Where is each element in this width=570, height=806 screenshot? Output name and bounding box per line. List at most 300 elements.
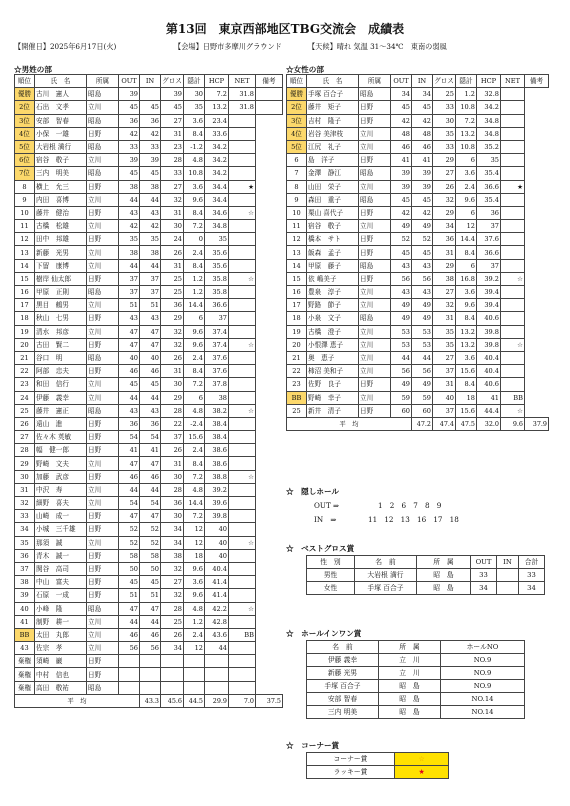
table-cell: 安部 智春 — [307, 693, 379, 706]
table-row — [15, 589, 283, 602]
out-cell: 38 — [119, 246, 140, 259]
name-cell: 岩谷 美津枝 — [307, 127, 359, 140]
gross-cell: 31 — [161, 127, 184, 140]
average-value: 47.5 — [456, 417, 477, 430]
average-value: 44.5 — [184, 694, 205, 707]
net-cell — [229, 154, 256, 167]
net-cell: 31.8 — [229, 101, 256, 114]
hidden-cell: 10.8 — [184, 167, 205, 180]
table-row — [287, 246, 549, 259]
net-cell — [501, 246, 525, 259]
hidden-cell: 3.6 — [184, 576, 205, 589]
club-cell: 立川 — [87, 259, 119, 272]
name-cell: 藤井 憲正 — [35, 404, 87, 417]
hcp-cell: 36.6 — [205, 299, 229, 312]
column-header: 所 属 — [417, 556, 471, 569]
rank-cell: 33 — [15, 510, 35, 523]
average-row — [287, 417, 549, 430]
hidden-cell: 14.4 — [456, 233, 477, 246]
gross-cell: 23 — [161, 140, 184, 153]
hcp-cell: 41 — [477, 391, 501, 404]
hcp-cell: 40 — [205, 536, 229, 549]
club-cell: 昭島 — [87, 681, 119, 694]
net-cell — [229, 444, 256, 457]
table-header-row — [15, 75, 283, 88]
out-cell: 44 — [119, 391, 140, 404]
column-header: 隠計 — [456, 75, 477, 88]
hidden-in-holes: 11 12 13 16 17 18 — [368, 515, 459, 524]
rank-cell: 6位 — [15, 154, 35, 167]
out-cell: 42 — [119, 220, 140, 233]
hcp-cell: 39.4 — [477, 286, 501, 299]
in-cell: 45 — [412, 193, 433, 206]
net-cell — [229, 655, 256, 668]
corner-award-table — [306, 752, 449, 779]
in-cell: 37 — [140, 286, 161, 299]
in-cell: 53 — [412, 325, 433, 338]
rank-cell: 12 — [15, 233, 35, 246]
table-row — [287, 286, 549, 299]
in-cell: 45 — [140, 576, 161, 589]
club-cell: 立川 — [87, 154, 119, 167]
out-cell: 38 — [119, 180, 140, 193]
hidden-cell: 1.2 — [184, 615, 205, 628]
event-weather: 【天候】晴れ 気温 31～34℃ 東南の弱風 — [308, 42, 447, 51]
out-cell: 45 — [119, 101, 140, 114]
table-cell: 昭 島 — [379, 693, 441, 706]
name-cell: 細野 喜夫 — [35, 497, 87, 510]
rank-cell: 3位 — [15, 114, 35, 127]
table-row — [15, 140, 283, 153]
gross-cell: 31 — [161, 457, 184, 470]
name-cell: 金澤 静江 — [307, 167, 359, 180]
hidden-cell: 9.6 — [184, 325, 205, 338]
average-label: 平 均 — [287, 417, 412, 430]
table-row — [15, 167, 283, 180]
gross-cell: 30 — [161, 470, 184, 483]
out-cell: 52 — [391, 233, 412, 246]
name-cell: 加藤 武彦 — [35, 470, 87, 483]
hcp-cell: 34.8 — [477, 114, 501, 127]
name-cell: 遠山 進 — [35, 417, 87, 430]
hidden-cell: 18 — [184, 549, 205, 562]
in-cell: 33 — [140, 140, 161, 153]
table-row — [287, 391, 549, 404]
hidden-cell: 8.4 — [184, 259, 205, 272]
rank-cell: 21 — [287, 351, 307, 364]
out-cell: 54 — [119, 431, 140, 444]
hcp-cell: 44.4 — [477, 404, 501, 417]
rank-cell: 棄権 — [15, 655, 35, 668]
table-row — [15, 576, 283, 589]
in-cell: 46 — [140, 365, 161, 378]
in-cell: 37 — [140, 272, 161, 285]
club-cell: 昭島 — [87, 602, 119, 615]
hidden-cell: 7.2 — [184, 470, 205, 483]
club-cell: 日野 — [87, 668, 119, 681]
table-row — [15, 220, 283, 233]
gross-cell: 26 — [161, 351, 184, 364]
table-row — [15, 351, 283, 364]
club-cell: 立川 — [87, 391, 119, 404]
hcp-cell: 36 — [477, 206, 501, 219]
out-cell: 46 — [119, 628, 140, 641]
hcp-cell: 37.8 — [205, 378, 229, 391]
gross-cell: 26 — [161, 628, 184, 641]
name-cell: 小城 三千雄 — [35, 523, 87, 536]
hidden-cell: -1.2 — [184, 140, 205, 153]
gross-cell: 27 — [161, 180, 184, 193]
out-cell: 47 — [119, 457, 140, 470]
rank-cell: 32 — [15, 497, 35, 510]
rank-cell: 15 — [287, 272, 307, 285]
rank-cell: 37 — [15, 562, 35, 575]
average-label: 平 均 — [15, 694, 140, 707]
hidden-cell — [184, 655, 205, 668]
rank-cell: 15 — [15, 272, 35, 285]
table-row — [15, 536, 283, 549]
hcp-cell: 34.2 — [205, 167, 229, 180]
hcp-cell: 34.8 — [477, 127, 501, 140]
hcp-cell: 40 — [205, 549, 229, 562]
club-cell: 日野 — [87, 510, 119, 523]
rank-cell: 31 — [15, 483, 35, 496]
name-cell: 奥 恵子 — [307, 351, 359, 364]
name-cell: 古橋 松雄 — [35, 220, 87, 233]
average-value: 29.9 — [205, 694, 229, 707]
column-header: HCP — [205, 75, 229, 88]
gross-cell: 37 — [433, 365, 456, 378]
hidden-cell: 2.4 — [184, 628, 205, 641]
rank-cell: 23 — [15, 378, 35, 391]
rank-cell: 10 — [287, 206, 307, 219]
award-name: ラッキー賞 — [307, 766, 395, 779]
name-cell: 野崎 文夫 — [35, 457, 87, 470]
table-row — [287, 88, 549, 101]
column-header: 順位 — [15, 75, 35, 88]
net-cell — [501, 88, 525, 101]
club-cell: 昭島 — [87, 404, 119, 417]
hidden-cell: 12 — [184, 536, 205, 549]
hidden-cell: 12 — [184, 642, 205, 655]
club-cell: 立川 — [359, 299, 391, 312]
gross-cell: 31 — [433, 312, 456, 325]
gross-cell: 32 — [433, 193, 456, 206]
hidden-cell: 16.8 — [456, 272, 477, 285]
column-header: 性 別 — [307, 556, 355, 569]
table-row — [15, 101, 283, 114]
name-cell: 阿部 忠夫 — [35, 365, 87, 378]
name-cell: 秋山 七男 — [35, 312, 87, 325]
gross-cell: 31 — [161, 259, 184, 272]
hidden-cell: 15.6 — [456, 365, 477, 378]
net-cell — [501, 101, 525, 114]
rank-cell: 13 — [287, 246, 307, 259]
out-cell: 49 — [391, 220, 412, 233]
name-cell: 佐宗 孝 — [35, 642, 87, 655]
net-cell: ☆ — [501, 272, 525, 285]
hidden-cell: 8.4 — [184, 206, 205, 219]
out-cell: 45 — [391, 101, 412, 114]
rank-cell: 10 — [15, 206, 35, 219]
rank-cell: 24 — [15, 391, 35, 404]
hcp-cell: 23.4 — [205, 114, 229, 127]
name-cell: 宿谷 敬子 — [35, 154, 87, 167]
hcp-cell: 37 — [477, 259, 501, 272]
net-cell: BB — [229, 628, 256, 641]
hidden-cell: 10.8 — [456, 101, 477, 114]
hidden-cell: 7.2 — [184, 378, 205, 391]
hcp-cell: 35.8 — [205, 272, 229, 285]
club-cell: 立川 — [87, 325, 119, 338]
rank-cell: 4位 — [287, 127, 307, 140]
name-cell: 中村 信也 — [35, 668, 87, 681]
out-cell: 56 — [119, 642, 140, 655]
out-cell: 52 — [119, 536, 140, 549]
gross-cell: 28 — [161, 483, 184, 496]
hidden-cell: 4.8 — [184, 154, 205, 167]
hidden-cell: 10.8 — [456, 140, 477, 153]
table-header-row — [287, 75, 549, 88]
in-cell: 58 — [140, 549, 161, 562]
gross-cell: 36 — [161, 497, 184, 510]
rank-cell: 棄権 — [15, 681, 35, 694]
table-row — [15, 180, 283, 193]
name-cell: 宿谷 敬子 — [307, 220, 359, 233]
rank-cell: 11 — [15, 220, 35, 233]
rank-cell: 35 — [15, 536, 35, 549]
name-cell: 小保 一雄 — [35, 127, 87, 140]
net-cell — [229, 220, 256, 233]
column-header: 名 前 — [307, 641, 379, 654]
club-cell: 昭島 — [359, 88, 391, 101]
gross-cell: 29 — [161, 312, 184, 325]
gross-cell: 45 — [161, 101, 184, 114]
gross-cell: 34 — [433, 220, 456, 233]
table-row — [15, 483, 283, 496]
hcp-cell: 36.6 — [477, 180, 501, 193]
out-cell: 43 — [119, 206, 140, 219]
name-cell: 新井 清子 — [307, 404, 359, 417]
column-header: グロス — [161, 75, 184, 88]
net-cell: ☆ — [229, 206, 256, 219]
in-cell: 52 — [412, 233, 433, 246]
club-cell: 日野 — [87, 431, 119, 444]
net-cell — [501, 193, 525, 206]
gross-cell — [161, 668, 184, 681]
hidden-cell: 9.6 — [456, 193, 477, 206]
club-cell: 日野 — [359, 378, 391, 391]
club-cell: 立川 — [359, 391, 391, 404]
net-cell: 31.8 — [229, 88, 256, 101]
name-cell: 森田 重子 — [307, 193, 359, 206]
in-cell: 42 — [412, 114, 433, 127]
table-row — [15, 497, 283, 510]
name-cell: 伊藤 義幸 — [35, 391, 87, 404]
table-row — [287, 365, 549, 378]
table-row — [15, 431, 283, 444]
gross-cell: 38 — [161, 549, 184, 562]
out-cell: 41 — [119, 444, 140, 457]
gross-cell: 32 — [161, 325, 184, 338]
hidden-cell: 2.4 — [184, 444, 205, 457]
club-cell: 日野 — [87, 589, 119, 602]
gross-cell: 34 — [161, 536, 184, 549]
name-cell: 幅 健一郎 — [35, 444, 87, 457]
table-row — [287, 167, 549, 180]
table-header-row — [307, 556, 545, 569]
rank-cell: 3位 — [287, 114, 307, 127]
name-cell: 甲原 藤子 — [307, 259, 359, 272]
hcp-cell: 34.2 — [477, 101, 501, 114]
club-cell: 日野 — [87, 549, 119, 562]
in-cell: 51 — [140, 299, 161, 312]
in-cell: 45 — [412, 101, 433, 114]
table-row — [15, 233, 283, 246]
in-cell: 45 — [140, 101, 161, 114]
column-header: 氏 名 — [307, 75, 359, 88]
rank-cell: 27 — [15, 431, 35, 444]
in-cell: 60 — [412, 404, 433, 417]
table-row — [15, 325, 283, 338]
rank-cell: 18 — [287, 312, 307, 325]
best-gross-title: ☆ ベストグロス賞 — [286, 544, 355, 553]
club-cell: 立川 — [87, 220, 119, 233]
net-cell — [229, 562, 256, 575]
name-cell: 安部 智春 — [35, 114, 87, 127]
name-cell: 太田 丸郎 — [35, 628, 87, 641]
in-cell: 43 — [412, 286, 433, 299]
rank-cell: 19 — [15, 325, 35, 338]
column-header: 所属 — [359, 75, 391, 88]
event-date: 【開催日】2025年6月17日(火) — [14, 42, 117, 51]
net-cell: ☆ — [229, 536, 256, 549]
hcp-cell: 40 — [205, 523, 229, 536]
gross-cell: 25 — [161, 272, 184, 285]
name-cell: 小峰 隆 — [35, 602, 87, 615]
note-cell — [256, 101, 283, 114]
hcp-cell — [205, 655, 229, 668]
table-row — [307, 654, 525, 667]
out-cell: 48 — [391, 127, 412, 140]
gross-cell: 27 — [433, 351, 456, 364]
hcp-cell: 35.6 — [205, 259, 229, 272]
table-row — [15, 286, 283, 299]
hcp-cell: 39.4 — [477, 299, 501, 312]
net-cell — [229, 299, 256, 312]
table-row — [287, 338, 549, 351]
net-cell — [229, 642, 256, 655]
out-cell: 44 — [391, 351, 412, 364]
out-cell: 51 — [119, 299, 140, 312]
table-cell: 女性 — [307, 582, 355, 595]
column-header: 備考 — [256, 75, 283, 88]
name-cell: 石原 一成 — [35, 589, 87, 602]
hcp-cell: 34.8 — [205, 220, 229, 233]
net-cell — [501, 378, 525, 391]
out-cell: 56 — [391, 272, 412, 285]
rank-cell: 5位 — [15, 140, 35, 153]
in-cell: 42 — [140, 127, 161, 140]
in-cell: 43 — [412, 259, 433, 272]
gross-cell: 29 — [161, 391, 184, 404]
rank-cell: 5位 — [287, 140, 307, 153]
hidden-cell: 7.2 — [184, 220, 205, 233]
rank-cell: 8 — [15, 180, 35, 193]
hidden-cell: 0 — [184, 233, 205, 246]
column-header: 名 前 — [355, 556, 417, 569]
net-cell: BB — [501, 391, 525, 404]
table-row — [287, 206, 549, 219]
net-cell: ☆ — [229, 602, 256, 615]
rank-cell: 22 — [287, 365, 307, 378]
in-cell: 41 — [412, 154, 433, 167]
in-cell: 53 — [412, 338, 433, 351]
hcp-cell: 38.6 — [205, 444, 229, 457]
table-header-row — [307, 641, 525, 654]
in-cell: 44 — [140, 391, 161, 404]
table-row — [287, 259, 549, 272]
net-cell — [229, 431, 256, 444]
table-cell: 新藤 光男 — [307, 667, 379, 680]
in-cell: 54 — [140, 497, 161, 510]
name-cell: 吉村 隆子 — [307, 114, 359, 127]
hidden-cell: 15.6 — [184, 431, 205, 444]
club-cell: 昭島 — [87, 114, 119, 127]
table-row — [15, 444, 283, 457]
hidden-cell: 8.4 — [456, 378, 477, 391]
net-cell — [501, 351, 525, 364]
net-cell — [501, 233, 525, 246]
hidden-cell: 4.8 — [184, 404, 205, 417]
in-cell: 45 — [140, 378, 161, 391]
gross-cell: 26 — [161, 246, 184, 259]
name-cell: 黒目 鶴男 — [35, 299, 87, 312]
hcp-cell: 40.4 — [477, 365, 501, 378]
net-cell — [501, 167, 525, 180]
table-row — [15, 88, 283, 101]
net-cell — [229, 497, 256, 510]
gross-cell: 27 — [433, 286, 456, 299]
table-row — [15, 154, 283, 167]
table-row — [15, 338, 283, 351]
club-cell: 立川 — [87, 536, 119, 549]
club-cell: 日野 — [87, 655, 119, 668]
hidden-in-label: IN ⇒ — [314, 515, 337, 524]
hidden-cell: 9.6 — [184, 338, 205, 351]
hidden-cell: -2.4 — [184, 417, 205, 430]
hidden-cell: 12 — [456, 220, 477, 233]
table-cell — [497, 582, 519, 595]
club-cell: 日野 — [87, 470, 119, 483]
name-cell: 関谷 高司 — [35, 562, 87, 575]
table-row — [287, 233, 549, 246]
hole-in-one-title: ☆ ホールインワン賞 — [286, 629, 362, 638]
hidden-cell: 6 — [456, 206, 477, 219]
table-row — [287, 404, 549, 417]
rank-cell: 17 — [287, 299, 307, 312]
gross-cell: 33 — [433, 101, 456, 114]
net-cell — [229, 140, 256, 153]
rank-cell: 28 — [15, 444, 35, 457]
net-cell — [229, 589, 256, 602]
table-row — [287, 351, 549, 364]
out-cell: 43 — [391, 286, 412, 299]
name-cell: 橋本 サト — [307, 233, 359, 246]
hcp-cell: 41.4 — [205, 576, 229, 589]
out-cell: 42 — [391, 114, 412, 127]
rank-cell: 43 — [15, 642, 35, 655]
